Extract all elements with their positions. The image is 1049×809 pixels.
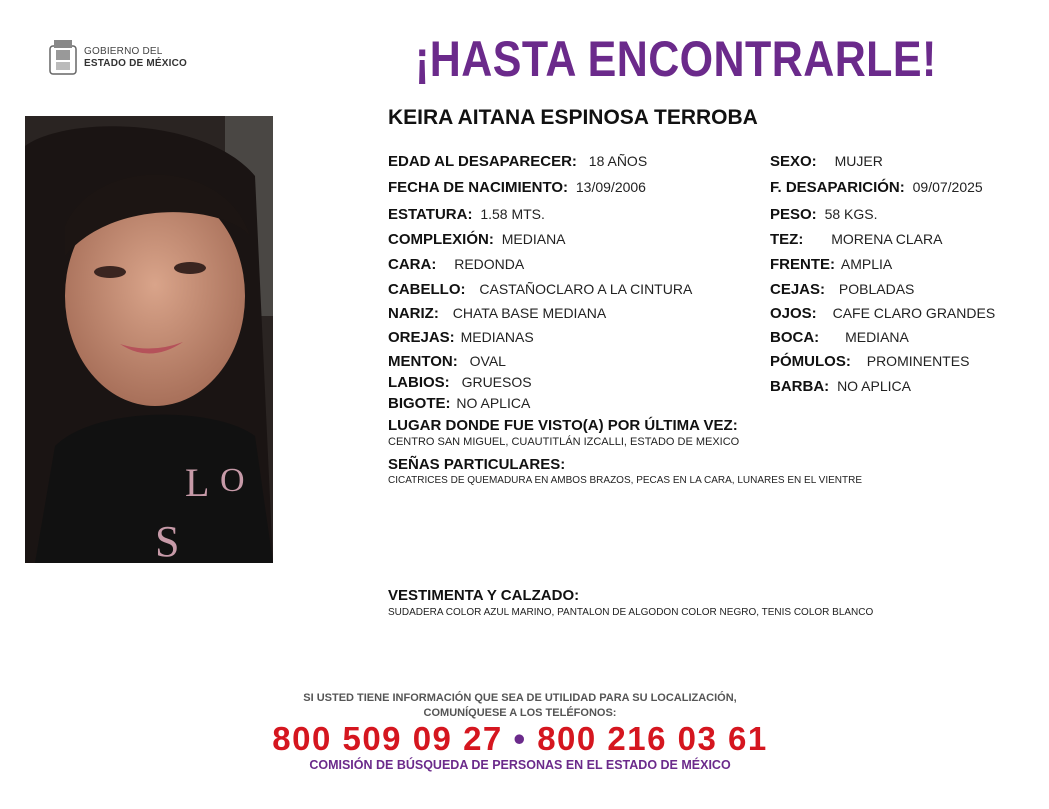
field-value: MUJER xyxy=(834,153,883,169)
phone-number-1[interactable]: 800 509 09 27 xyxy=(272,720,503,757)
field-face xyxy=(388,256,524,273)
field-label: MENTON: xyxy=(388,353,458,370)
field-mustache xyxy=(388,395,530,412)
field-value: CHATA BASE MEDIANA xyxy=(452,305,607,321)
distinguishing-marks-value: CICATRICES DE QUEMADURA EN AMBOS BRAZOS, PECAS EN LA CARA, LUNARES EN EL VIENTRE xyxy=(388,475,862,486)
field-value: NO APLICA xyxy=(456,395,531,411)
missing-person-photo xyxy=(25,116,273,563)
field-value: MEDIANAS xyxy=(460,329,534,345)
field-ears xyxy=(388,329,534,346)
field-label: BARBA: xyxy=(770,378,830,395)
footer-info xyxy=(0,691,1040,721)
last-seen-label: LUGAR DONDE FUE VISTO(A) POR ÚLTIMA VEZ: xyxy=(388,417,738,434)
field-eyes xyxy=(770,305,995,322)
field-build xyxy=(388,231,566,248)
last-seen-value: CENTRO SAN MIGUEL, CUAUTITLÁN IZCALLI, ESTADO DE MEXICO xyxy=(388,436,740,448)
field-cheekbones xyxy=(770,353,969,370)
field-value: NO APLICA xyxy=(837,378,911,394)
agency-line-1: GOBIERNO DEL xyxy=(84,46,163,57)
field-age xyxy=(388,153,647,170)
state-seal-icon xyxy=(48,38,78,78)
field-label: BIGOTE: xyxy=(388,395,451,412)
agency-logo xyxy=(48,38,187,78)
field-label: COMPLEXIÓN: xyxy=(388,231,494,248)
field-label: ESTATURA: xyxy=(388,206,473,223)
field-height xyxy=(388,206,545,223)
svg-text:S: S xyxy=(155,517,180,563)
field-value: 09/07/2025 xyxy=(912,179,983,195)
field-value: 13/09/2006 xyxy=(575,179,646,195)
svg-text:O: O xyxy=(220,462,245,499)
phone-separator: • xyxy=(513,720,527,757)
field-label: TEZ: xyxy=(770,231,804,248)
field-label: PESO: xyxy=(770,206,817,223)
field-sex xyxy=(770,153,883,170)
field-lips xyxy=(388,374,532,391)
field-chin xyxy=(388,353,506,370)
field-beard xyxy=(770,378,911,395)
distinguishing-marks-section xyxy=(388,456,862,486)
field-label: BOCA: xyxy=(770,329,820,346)
clothing-label: VESTIMENTA Y CALZADO: xyxy=(388,587,580,604)
footer-info-line-1: SI USTED TIENE INFORMACIÓN QUE SEA DE UTILIDAD PARA SU LOCALIZACIÓN, xyxy=(303,692,737,704)
field-value: MORENA CLARA xyxy=(831,231,943,247)
field-complexion xyxy=(770,231,942,248)
field-birthdate xyxy=(388,179,646,196)
field-label: CARA: xyxy=(388,256,437,273)
clothing-value: SUDADERA COLOR AZUL MARINO, PANTALON DE ALGODON COLOR NEGRO, TENIS COLOR BLANCO xyxy=(388,607,874,618)
field-label: CEJAS: xyxy=(770,281,826,298)
field-label: FECHA DE NACIMIENTO: xyxy=(388,179,568,196)
field-label: EDAD AL DESAPARECER: xyxy=(388,153,577,170)
field-label: FRENTE: xyxy=(770,256,835,273)
field-label: OREJAS: xyxy=(388,329,455,346)
headline: ¡HASTA ENCONTRARLE! xyxy=(415,31,937,87)
field-value: OVAL xyxy=(469,353,506,369)
field-value: REDONDA xyxy=(454,256,525,272)
field-label: PÓMULOS: xyxy=(770,353,851,370)
field-eyebrows xyxy=(770,281,914,298)
agency-line-2: ESTADO DE MÉXICO xyxy=(84,58,188,69)
field-value: CASTAÑOCLARO A LA CINTURA xyxy=(479,281,693,297)
field-value: PROMINENTES xyxy=(866,353,970,369)
last-seen-section xyxy=(388,417,739,448)
field-value: CAFE CLARO GRANDES xyxy=(832,305,996,321)
phone-numbers xyxy=(0,720,1040,758)
commission-name: COMISIÓN DE BÚSQUEDA DE PERSONAS EN EL ESTADO DE MÉXICO xyxy=(309,758,731,772)
distinguishing-marks-label: SEÑAS PARTICULARES: xyxy=(388,456,566,473)
field-value: GRUESOS xyxy=(461,374,532,390)
field-hair xyxy=(388,281,692,298)
field-mouth xyxy=(770,329,909,346)
field-nose xyxy=(388,305,606,322)
field-value: AMPLIA xyxy=(840,256,893,272)
field-weight xyxy=(770,206,878,223)
field-value: MEDIANA xyxy=(501,231,566,247)
field-value: 1.58 MTS. xyxy=(480,206,545,222)
field-label: NARIZ: xyxy=(388,305,439,322)
field-disappearance-date xyxy=(770,179,983,196)
field-value: MEDIANA xyxy=(845,329,909,345)
field-forehead xyxy=(770,256,892,273)
field-value: 18 AÑOS xyxy=(588,153,648,169)
phone-number-2[interactable]: 800 216 03 61 xyxy=(537,720,768,757)
field-value: POBLADAS xyxy=(838,281,915,297)
field-label: CABELLO: xyxy=(388,281,466,298)
svg-text:L: L xyxy=(185,460,210,505)
field-value: 58 KGS. xyxy=(824,206,878,222)
person-name: KEIRA AITANA ESPINOSA TERROBA xyxy=(388,106,758,129)
field-label: OJOS: xyxy=(770,305,817,322)
field-label: F. DESAPARICIÓN: xyxy=(770,179,905,196)
clothing-section xyxy=(388,587,873,618)
field-label: SEXO: xyxy=(770,153,817,170)
footer-info-line-2: COMUNÍQUESE A LOS TELÉFONOS: xyxy=(423,707,617,719)
field-label: LABIOS: xyxy=(388,374,450,391)
